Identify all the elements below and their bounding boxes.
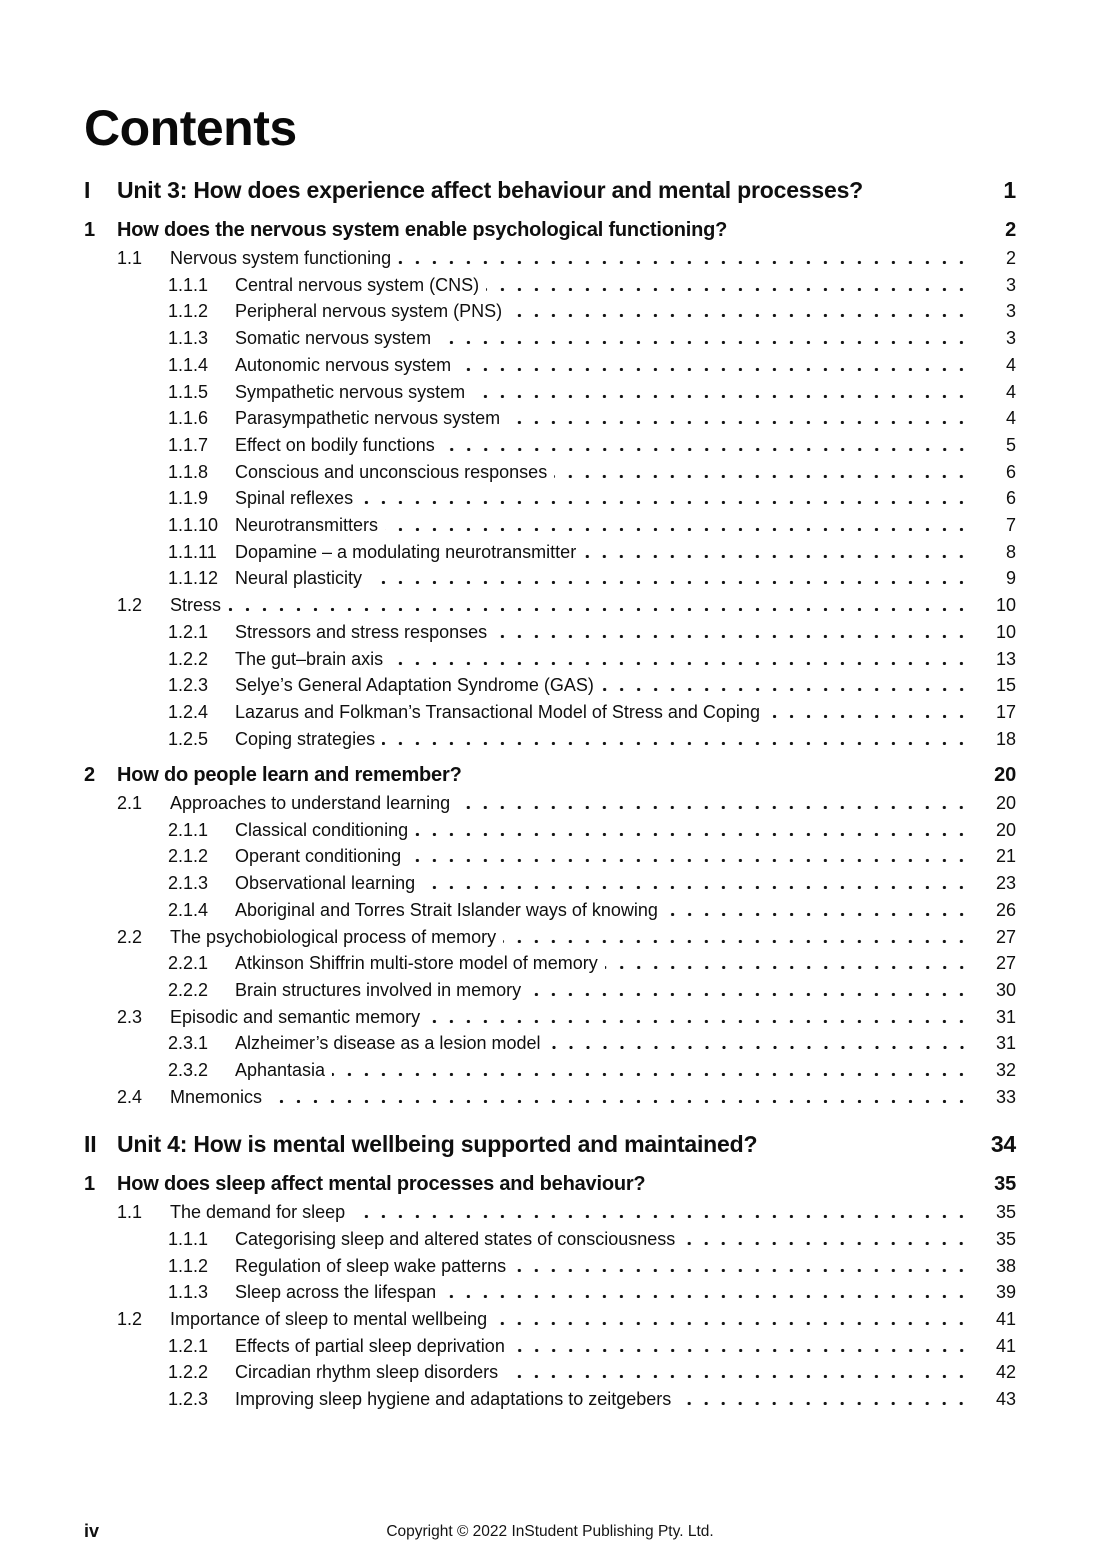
toc-entry-title: The gut–brain axis bbox=[235, 648, 384, 669]
toc-entry-title: Unit 4: How is mental wellbeing supported and maintained? bbox=[117, 1131, 758, 1158]
toc-subsection-row bbox=[168, 1256, 1016, 1276]
dot-leader bbox=[457, 804, 974, 809]
toc-subsection-row bbox=[168, 515, 1016, 535]
toc-entry-number: 1.1.1 bbox=[168, 274, 209, 295]
toc-entry-number: 1.1.8 bbox=[168, 461, 209, 482]
toc-entry-number: 1.1.5 bbox=[168, 381, 209, 402]
toc-entry-number: 2.1.4 bbox=[168, 899, 209, 920]
toc-entry-number: 2.2.2 bbox=[168, 979, 209, 1000]
toc-entry-number: 1.1.2 bbox=[168, 1255, 209, 1276]
dot-leader bbox=[494, 1320, 974, 1325]
toc-entry-title: Unit 3: How does experience affect behaviour and mental processes? bbox=[117, 177, 864, 203]
toc-entry-page-number: 26 bbox=[995, 899, 1016, 920]
toc-entry-page-number: 6 bbox=[1005, 461, 1016, 482]
toc-entry-page-number: 23 bbox=[995, 873, 1016, 894]
toc-entry-number: 1.1.7 bbox=[168, 434, 209, 455]
dot-leader bbox=[398, 259, 974, 264]
toc-subsection-row bbox=[168, 275, 1016, 295]
toc-entry-number: 1.1.3 bbox=[168, 1282, 209, 1303]
dot-leader bbox=[332, 1071, 974, 1076]
toc-subsection-row bbox=[168, 1282, 1016, 1302]
dot-leader bbox=[427, 1018, 974, 1023]
toc-entry-page-number: 33 bbox=[995, 1086, 1016, 1107]
toc-entry-title: Aphantasia bbox=[235, 1060, 326, 1081]
toc-entry-number: 2.1.2 bbox=[168, 846, 209, 867]
toc-entry-title: The demand for sleep bbox=[170, 1202, 346, 1223]
dot-leader bbox=[767, 713, 974, 718]
toc-entry-title: Operant conditioning bbox=[235, 846, 402, 867]
toc-entry-title: Conscious and unconscious responses bbox=[235, 461, 548, 482]
toc-entry-page-number: 13 bbox=[995, 648, 1016, 669]
dot-leader bbox=[513, 1267, 974, 1272]
copyright-notice: Copyright © 2022 InStudent Publishing Pty. Ltd. bbox=[386, 1523, 714, 1540]
toc-entry-page-number: 35 bbox=[995, 1228, 1016, 1249]
dot-leader bbox=[505, 1373, 974, 1378]
toc-entry-page-number: 1 bbox=[1003, 177, 1016, 203]
page-title: Contents bbox=[84, 100, 297, 156]
toc-entry-number: 1.1.3 bbox=[168, 328, 209, 349]
toc-entry-number: 2.3 bbox=[117, 1006, 143, 1027]
toc-entry-number: 1.2.2 bbox=[168, 1362, 209, 1383]
toc-entry-title: Sympathetic nervous system bbox=[235, 381, 466, 402]
toc-entry-title: Brain structures involved in memory bbox=[235, 979, 522, 1000]
page-footer bbox=[0, 1521, 1100, 1545]
toc-subsection-row bbox=[168, 702, 1016, 722]
toc-entry-title: Categorising sleep and altered states of consciousness bbox=[235, 1228, 676, 1249]
toc-entry-number: 1.1.12 bbox=[168, 568, 219, 589]
toc-entry-number: 1.1.4 bbox=[168, 354, 209, 375]
toc-entry-number: 1.2.3 bbox=[168, 675, 209, 696]
toc-entry-page-number: 35 bbox=[994, 1173, 1016, 1196]
toc-section-row bbox=[117, 595, 1016, 615]
toc-entry-page-number: 31 bbox=[995, 1006, 1016, 1027]
toc-subsection-row bbox=[168, 382, 1016, 402]
toc-section-row bbox=[117, 1087, 1016, 1107]
toc-entry-title: Neurotransmitters bbox=[235, 515, 379, 536]
toc-chapter-row bbox=[84, 1172, 1016, 1196]
toc-subsection-row bbox=[168, 488, 1016, 508]
dot-leader bbox=[442, 446, 974, 451]
toc-subsection-row bbox=[168, 873, 1016, 893]
toc-entry-number: 1.2.1 bbox=[168, 621, 209, 642]
dot-leader bbox=[385, 526, 974, 531]
dot-leader bbox=[512, 1347, 974, 1352]
toc-entry-title: How does sleep affect mental processes and behaviour? bbox=[117, 1173, 646, 1196]
table-of-contents bbox=[84, 177, 1016, 1410]
toc-subsection-row bbox=[168, 1033, 1016, 1053]
dot-leader bbox=[734, 231, 974, 236]
toc-subsection-row bbox=[168, 1060, 1016, 1080]
dot-leader bbox=[352, 1213, 974, 1218]
dot-leader bbox=[228, 606, 974, 611]
toc-entry-number: 2.1.1 bbox=[168, 819, 209, 840]
toc-entry-title: Effect on bodily functions bbox=[235, 434, 435, 455]
toc-subsection-row bbox=[168, 542, 1016, 562]
toc-entry-number: 1.2.3 bbox=[168, 1389, 209, 1410]
toc-entry-number: 2.1.3 bbox=[168, 873, 209, 894]
dot-leader bbox=[369, 579, 974, 584]
toc-entry-page-number: 35 bbox=[995, 1202, 1016, 1223]
toc-entry-title: Aboriginal and Torres Strait Islander ways of knowing bbox=[235, 899, 658, 920]
toc-entry-page-number: 3 bbox=[1005, 328, 1016, 349]
toc-entry-page-number: 38 bbox=[995, 1255, 1016, 1276]
toc-chapter-row bbox=[84, 218, 1016, 242]
toc-subsection-row bbox=[168, 328, 1016, 348]
toc-entry-title: Sleep across the lifespan bbox=[235, 1282, 437, 1303]
toc-section-row bbox=[117, 248, 1016, 268]
toc-subsection-row bbox=[168, 355, 1016, 375]
toc-entry-number: 1.1 bbox=[117, 248, 143, 268]
toc-entry-page-number: 3 bbox=[1005, 274, 1016, 295]
toc-subsection-row bbox=[168, 953, 1016, 973]
dot-leader bbox=[360, 499, 974, 504]
toc-entry-number: 1.2 bbox=[117, 595, 143, 616]
toc-entry-title: Observational learning bbox=[235, 873, 416, 894]
toc-entry-page-number: 20 bbox=[995, 793, 1016, 814]
toc-entry-number: 1.1.6 bbox=[168, 408, 209, 429]
toc-entry-page-number: 41 bbox=[995, 1309, 1016, 1330]
dot-leader bbox=[503, 938, 974, 943]
toc-entry-page-number: 5 bbox=[1005, 434, 1016, 455]
toc-entry-title: Parasympathetic nervous system bbox=[235, 408, 501, 429]
dot-leader bbox=[665, 911, 974, 916]
toc-part-row bbox=[84, 177, 1016, 204]
dot-leader bbox=[382, 740, 974, 745]
toc-entry-title: Nervous system functioning bbox=[170, 248, 392, 268]
toc-entry-title: Lazarus and Folkman’s Transactional Model of Stress and Coping bbox=[235, 701, 760, 722]
toc-entry-page-number: 9 bbox=[1005, 568, 1016, 589]
dot-leader bbox=[422, 884, 974, 889]
toc-entry-page-number: 21 bbox=[995, 846, 1016, 867]
toc-section-row bbox=[117, 793, 1016, 813]
toc-entry-page-number: 27 bbox=[995, 926, 1016, 947]
toc-entry-number: 2.2.1 bbox=[168, 953, 209, 974]
dot-leader bbox=[472, 393, 974, 398]
toc-entry-number: 1.1.9 bbox=[168, 488, 209, 509]
dot-leader bbox=[509, 312, 974, 317]
toc-entry-page-number: 20 bbox=[994, 764, 1016, 787]
toc-entry-page-number: 15 bbox=[995, 675, 1016, 696]
toc-entry-page-number: 34 bbox=[990, 1131, 1016, 1158]
toc-subsection-row bbox=[168, 649, 1016, 669]
toc-subsection-row bbox=[168, 462, 1016, 482]
toc-entry-number: I bbox=[84, 177, 91, 203]
dot-leader bbox=[583, 553, 974, 558]
toc-entry-page-number: 4 bbox=[1005, 408, 1016, 429]
toc-entry-number: 2 bbox=[84, 764, 95, 787]
toc-part-row bbox=[84, 1131, 1016, 1158]
dot-leader bbox=[554, 473, 974, 478]
toc-subsection-row bbox=[168, 900, 1016, 920]
toc-entry-page-number: 17 bbox=[995, 701, 1016, 722]
dot-leader bbox=[390, 660, 974, 665]
toc-entry-title: Regulation of sleep wake patterns bbox=[235, 1255, 507, 1276]
toc-entry-title: Approaches to understand learning bbox=[170, 793, 451, 814]
toc-entry-title: Selye’s General Adaptation Syndrome (GAS) bbox=[235, 675, 594, 696]
toc-entry-title: Stress bbox=[170, 595, 222, 616]
toc-entry-page-number: 3 bbox=[1005, 301, 1016, 322]
toc-entry-page-number: 31 bbox=[995, 1033, 1016, 1054]
toc-entry-title: Coping strategies bbox=[235, 728, 376, 749]
toc-entry-number: 1.1.10 bbox=[168, 515, 219, 536]
toc-entry-page-number: 32 bbox=[995, 1060, 1016, 1081]
toc-subsection-row bbox=[168, 301, 1016, 321]
toc-entry-number: 1 bbox=[84, 219, 95, 241]
toc-subsection-row bbox=[168, 1362, 1016, 1382]
toc-subsection-row bbox=[168, 435, 1016, 455]
toc-entry-title: Stressors and stress responses bbox=[235, 621, 488, 642]
toc-entry-number: 2.1 bbox=[117, 793, 143, 814]
dot-leader bbox=[408, 857, 974, 862]
toc-entry-title: Effects of partial sleep deprivation bbox=[235, 1335, 505, 1356]
toc-entry-title: Spinal reflexes bbox=[235, 488, 354, 509]
toc-section-row bbox=[117, 1309, 1016, 1329]
dot-leader bbox=[458, 366, 974, 371]
toc-entry-page-number: 10 bbox=[995, 621, 1016, 642]
toc-entry-title: Peripheral nervous system (PNS) bbox=[235, 301, 503, 322]
toc-entry-page-number: 2 bbox=[1005, 219, 1016, 241]
dot-leader bbox=[678, 1400, 974, 1405]
toc-entry-page-number: 4 bbox=[1005, 381, 1016, 402]
toc-entry-number: II bbox=[84, 1131, 97, 1158]
toc-entry-number: 2.3.2 bbox=[168, 1060, 209, 1081]
toc-entry-page-number: 8 bbox=[1005, 541, 1016, 562]
page-content bbox=[84, 0, 1016, 1416]
toc-entry-page-number: 41 bbox=[995, 1335, 1016, 1356]
toc-entry-title: Alzheimer’s disease as a lesion model bbox=[235, 1033, 541, 1054]
dot-leader bbox=[443, 1293, 974, 1298]
toc-entry-page-number: 30 bbox=[995, 979, 1016, 1000]
folio-page-number: iv bbox=[84, 1521, 100, 1541]
toc-subsection-row bbox=[168, 568, 1016, 588]
dot-leader bbox=[605, 964, 974, 969]
toc-entry-page-number: 6 bbox=[1005, 488, 1016, 509]
toc-entry-page-number: 10 bbox=[995, 595, 1016, 616]
toc-entry-page-number: 27 bbox=[995, 953, 1016, 974]
toc-entry-page-number: 4 bbox=[1005, 354, 1016, 375]
dot-leader bbox=[870, 193, 974, 198]
toc-entry-number: 1.1.11 bbox=[168, 541, 217, 562]
toc-entry-title: Classical conditioning bbox=[235, 819, 409, 840]
toc-entry-title: Importance of sleep to mental wellbeing bbox=[170, 1309, 488, 1330]
toc-section-row bbox=[117, 927, 1016, 947]
toc-entry-number: 1.2.1 bbox=[168, 1335, 209, 1356]
toc-entry-number: 2.4 bbox=[117, 1086, 143, 1107]
toc-entry-title: Improving sleep hygiene and adaptations to zeitgebers bbox=[235, 1389, 672, 1410]
dot-leader bbox=[415, 831, 974, 836]
toc-chapter-row bbox=[84, 763, 1016, 787]
toc-subsection-row bbox=[168, 820, 1016, 840]
toc-subsection-row bbox=[168, 1389, 1016, 1409]
toc-entry-number: 2.2 bbox=[117, 926, 143, 947]
toc-subsection-row bbox=[168, 1229, 1016, 1249]
toc-entry-title: The psychobiological process of memory bbox=[170, 926, 497, 947]
toc-entry-page-number: 7 bbox=[1005, 515, 1016, 536]
toc-subsection-row bbox=[168, 675, 1016, 695]
toc-subsection-row bbox=[168, 622, 1016, 642]
dot-leader bbox=[494, 633, 974, 638]
dot-leader bbox=[652, 1185, 974, 1190]
toc-entry-number: 1.2.5 bbox=[168, 728, 209, 749]
toc-entry-number: 2.3.1 bbox=[168, 1033, 209, 1054]
toc-entry-number: 1.2.2 bbox=[168, 648, 209, 669]
toc-entry-page-number: 43 bbox=[995, 1389, 1016, 1410]
toc-entry-number: 1.1.1 bbox=[168, 1228, 209, 1249]
toc-subsection-row bbox=[168, 980, 1016, 1000]
dot-leader bbox=[528, 991, 974, 996]
toc-entry-title: Autonomic nervous system bbox=[235, 354, 452, 375]
toc-entry-title: Central nervous system (CNS) bbox=[235, 274, 480, 295]
toc-entry-number: 1.1.2 bbox=[168, 301, 209, 322]
toc-entry-number: 1.2.4 bbox=[168, 701, 209, 722]
toc-subsection-row bbox=[168, 729, 1016, 749]
dot-leader bbox=[601, 686, 974, 691]
toc-entry-title: Episodic and semantic memory bbox=[170, 1006, 421, 1027]
toc-entry-number: 1.1 bbox=[117, 1202, 143, 1223]
toc-entry-title: Dopamine – a modulating neurotransmitter bbox=[235, 541, 577, 562]
dot-leader bbox=[486, 286, 974, 291]
toc-entry-number: 1.2 bbox=[117, 1309, 143, 1330]
toc-entry-title: Circadian rhythm sleep disorders bbox=[235, 1362, 499, 1383]
toc-entry-title: How does the nervous system enable psychological functioning? bbox=[117, 219, 728, 241]
dot-leader bbox=[438, 339, 974, 344]
toc-entry-page-number: 39 bbox=[995, 1282, 1016, 1303]
toc-entry-page-number: 42 bbox=[995, 1362, 1016, 1383]
dot-leader bbox=[507, 419, 974, 424]
toc-section-row bbox=[117, 1007, 1016, 1027]
toc-entry-title: Mnemonics bbox=[170, 1086, 263, 1107]
dot-leader bbox=[682, 1240, 974, 1245]
toc-entry-title: How do people learn and remember? bbox=[117, 764, 462, 787]
dot-leader bbox=[764, 1147, 974, 1152]
toc-entry-number: 1 bbox=[84, 1173, 95, 1196]
toc-subsection-row bbox=[168, 1336, 1016, 1356]
toc-entry-title: Neural plasticity bbox=[235, 568, 363, 589]
toc-entry-title: Atkinson Shiffrin multi-store model of memory bbox=[235, 953, 598, 974]
toc-entry-title: Somatic nervous system bbox=[235, 328, 432, 349]
toc-entry-page-number: 2 bbox=[1005, 248, 1016, 268]
dot-leader bbox=[269, 1098, 974, 1103]
toc-subsection-row bbox=[168, 408, 1016, 428]
dot-leader bbox=[548, 1044, 975, 1049]
toc-section-row bbox=[117, 1202, 1016, 1222]
toc-entry-page-number: 18 bbox=[995, 728, 1016, 749]
toc-subsection-row bbox=[168, 846, 1016, 866]
toc-entry-page-number: 20 bbox=[995, 819, 1016, 840]
dot-leader bbox=[469, 776, 974, 781]
